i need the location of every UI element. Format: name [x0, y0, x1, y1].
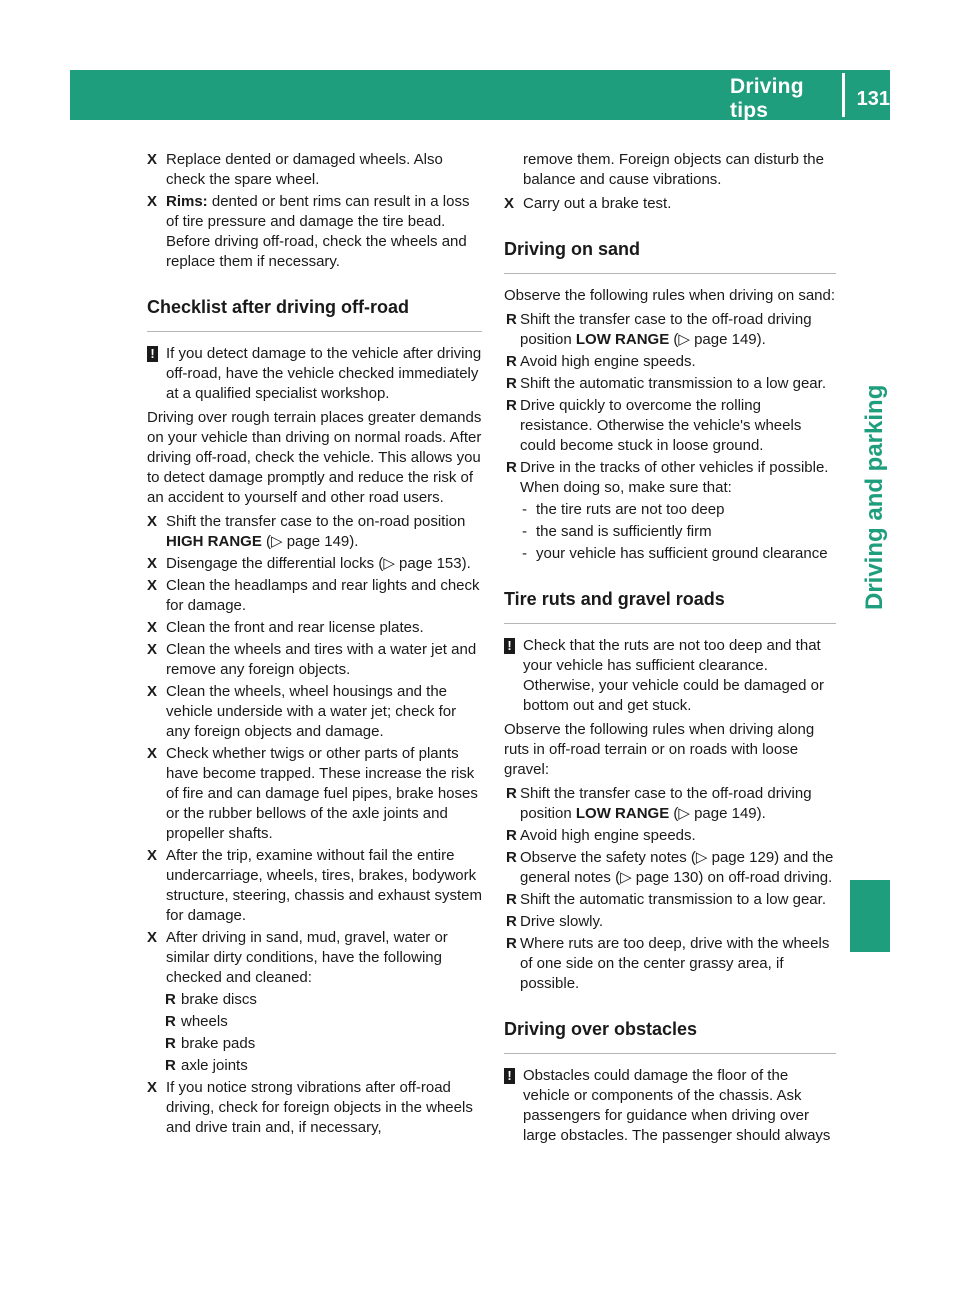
- chapter-tab-label: Driving and parking: [861, 384, 888, 610]
- step-icon: X: [504, 195, 515, 212]
- bullet-icon: R: [506, 311, 517, 328]
- list-item: R Shift the transfer case to the off-road driving position LOW RANGE (▷ page 149).: [506, 311, 812, 348]
- bullet-icon: R: [506, 849, 517, 866]
- step-icon: X: [147, 1079, 158, 1096]
- heading-obstacles: Driving over obstacles: [504, 1018, 836, 1046]
- bullet-icon: R: [506, 935, 517, 952]
- list-item: R Avoid high engine speeds.: [506, 827, 696, 844]
- warning-note: ! If you detect damage to the vehicle after driving off-road, have the vehicle checked immediately at a qualified specialist workshop.: [147, 344, 482, 404]
- chapter-tab-block: [850, 880, 890, 952]
- sub-list-item: - your vehicle has sufficient ground clearance: [522, 545, 828, 562]
- step-icon: X: [147, 555, 158, 572]
- warning-note: ! Obstacles could damage the floor of the vehicle or components of the chassis. Ask passengers for guidance when driving over large obstacles. The passenger should always: [504, 1066, 836, 1146]
- list-item: R Where ruts are too deep, drive with the wheels of one side on the center grassy area, if possible.: [506, 935, 830, 992]
- heading-sand: Driving on sand: [504, 238, 836, 266]
- right-column: [504, 150, 836, 1150]
- sub-list-item: R brake pads: [165, 1035, 256, 1052]
- header-separator: [842, 73, 845, 117]
- bullet-icon: R: [165, 1057, 176, 1074]
- step-icon: X: [147, 513, 158, 530]
- step-icon: X: [147, 929, 158, 946]
- list-item: X Carry out a brake test.: [504, 195, 672, 212]
- list-item: X Clean the wheels, wheel housings and the vehicle underside with a water jet; check for any foreign objects and damage.: [147, 683, 457, 740]
- list-item: R Avoid high engine speeds.: [506, 353, 696, 370]
- dash-icon: -: [522, 501, 527, 518]
- bullet-icon: R: [165, 991, 176, 1008]
- warning-icon: !: [504, 1068, 515, 1084]
- list-item: X Replace dented or damaged wheels. Also check the spare wheel.: [147, 151, 443, 188]
- paragraph: Observe the following rules when driving on sand:: [504, 287, 836, 304]
- step-icon: X: [147, 151, 158, 168]
- sub-list-item: - the sand is sufficiently firm: [522, 523, 712, 540]
- list-item: R Shift the transfer case to the off-road driving position LOW RANGE (▷ page 149).: [506, 785, 812, 822]
- list-item: R Shift the automatic transmission to a low gear.: [506, 375, 826, 392]
- bullet-icon: R: [165, 1013, 176, 1030]
- warning-icon: !: [504, 638, 515, 654]
- list-item: X Disengage the differential locks (▷ page 153).: [147, 555, 471, 572]
- heading-ruts: Tire ruts and gravel roads: [504, 588, 836, 616]
- list-item: X If you notice strong vibrations after off-road driving, check for foreign objects in the wheels and drive train and, if necessary,: [147, 1079, 473, 1136]
- list-item: X After the trip, examine without fail the entire undercarriage, wheels, tires, brakes, bodywork structure, steering, chassis and exhaust system for damage.: [147, 847, 482, 924]
- warning-icon: !: [147, 346, 158, 362]
- bullet-icon: R: [165, 1035, 176, 1052]
- sub-list-item: R axle joints: [165, 1057, 248, 1074]
- bullet-icon: R: [506, 397, 517, 414]
- list-item: R Shift the automatic transmission to a low gear.: [506, 891, 826, 908]
- bullet-icon: R: [506, 785, 517, 802]
- list-item: X Clean the headlamps and rear lights and check for damage.: [147, 577, 480, 614]
- bullet-icon: R: [506, 375, 517, 392]
- dash-icon: -: [522, 545, 527, 562]
- step-icon: X: [147, 683, 158, 700]
- list-item: X Clean the front and rear license plates.: [147, 619, 424, 636]
- bullet-icon: R: [506, 353, 517, 370]
- sub-list-item: R wheels: [165, 1013, 228, 1030]
- paragraph: Driving over rough terrain places greater demands on your vehicle than driving on normal roads. After driving off-road, check the vehicle. This allows you to detect damage promptly and reduce the risk of an accident to yourself and other road users.: [147, 409, 482, 506]
- heading-checklist: Checklist after driving off-road: [147, 296, 482, 324]
- bullet-icon: R: [506, 913, 517, 930]
- step-icon: X: [147, 193, 158, 210]
- list-item: X After driving in sand, mud, gravel, water or similar dirty conditions, have the following checked and cleaned:: [147, 929, 448, 986]
- running-header: [730, 75, 890, 122]
- section-title: Driving tips: [730, 75, 804, 122]
- warning-note: ! Check that the ruts are not too deep and that your vehicle has sufficient clearance. Otherwise, your vehicle could be damaged or bottom out and get stuck.: [504, 636, 836, 716]
- list-item: X Rims: dented or bent rims can result in a loss of tire pressure and damage the tire bead. Before driving off-road, check the wheels and replace them if necessary.: [147, 193, 470, 270]
- step-icon: X: [147, 577, 158, 594]
- list-item: X Check whether twigs or other parts of plants have become trapped. These increase the risk of fire and can damage fuel pipes, brake hoses or the rubber bellows of the axle joints and propeller shafts.: [147, 745, 478, 842]
- step-icon: X: [147, 745, 158, 762]
- step-icon: X: [147, 619, 158, 636]
- bullet-icon: R: [506, 891, 517, 908]
- sub-list-item: - the tire ruts are not too deep: [522, 501, 725, 518]
- list-item: X Shift the transfer case to the on-road position HIGH RANGE (▷ page 149).: [147, 513, 466, 550]
- step-icon: X: [147, 847, 158, 864]
- list-item: R Drive in the tracks of other vehicles if possible. When doing so, make sure that:: [506, 459, 829, 496]
- dash-icon: -: [522, 523, 527, 540]
- continuation-text: remove them. Foreign objects can disturb the balance and cause vibrations.: [523, 151, 824, 188]
- list-item: R Observe the safety notes (▷ page 129) and the general notes (▷ page 130) on off-road driving.: [506, 849, 834, 886]
- list-item: R Drive quickly to overcome the rolling resistance. Otherwise the vehicle's wheels could become stuck in loose ground.: [506, 397, 802, 454]
- bullet-icon: R: [506, 827, 517, 844]
- left-column: [147, 150, 482, 1140]
- list-item: R Drive slowly.: [506, 913, 604, 930]
- sub-list-item: R brake discs: [165, 991, 257, 1008]
- step-icon: X: [147, 641, 158, 658]
- list-item: X Clean the wheels and tires with a water jet and remove any foreign objects.: [147, 641, 477, 678]
- page-number: 131: [856, 87, 890, 110]
- paragraph: Observe the following rules when driving along ruts in off-road terrain or on roads with loose gravel:: [504, 721, 815, 778]
- bullet-icon: R: [506, 459, 517, 476]
